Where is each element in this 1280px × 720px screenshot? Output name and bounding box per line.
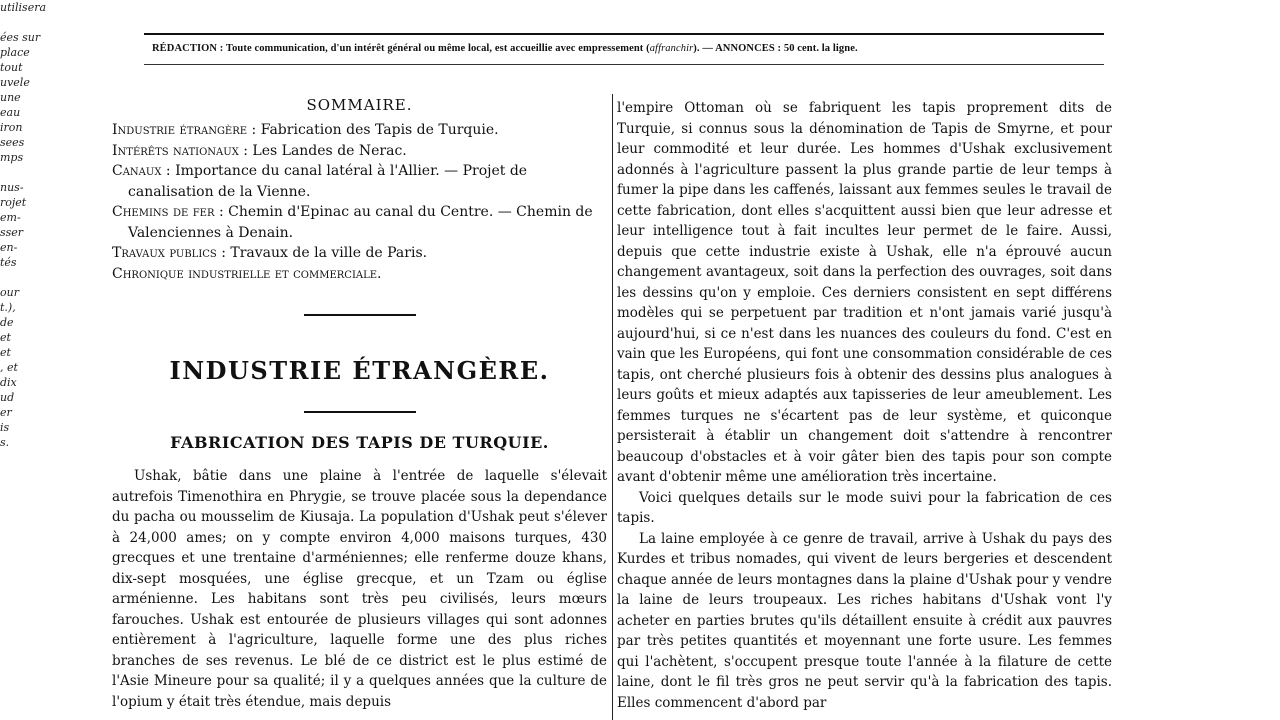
margin-fragment <box>0 450 40 465</box>
margin-fragment: dix <box>0 376 17 389</box>
margin-fragment: en- <box>0 241 18 254</box>
left-margin-fragments <box>0 0 47 720</box>
top-rule <box>144 33 1104 35</box>
margin-fragment: , et <box>0 361 18 374</box>
left-column <box>112 96 607 712</box>
margin-fragment: et <box>0 331 11 344</box>
masthead-lead: RÉDACTION : Toute communication, d'un intérêt général ou même local, est accueillie avec empressement ( <box>152 43 650 54</box>
sommaire-item <box>112 141 607 162</box>
sommaire-item <box>112 264 607 285</box>
margin-fragment: ud <box>0 391 15 404</box>
margin-fragment: er <box>0 406 12 419</box>
sommaire-item-label: Intérêts nationaux <box>112 142 239 159</box>
margin-fragment: rojet <box>0 196 27 209</box>
margin-fragment: utilisera <box>0 1 47 14</box>
margin-fragment: t.), <box>0 301 16 314</box>
separator-rule <box>304 314 416 316</box>
margin-fragment: nus- <box>0 181 24 194</box>
margin-fragment: s. <box>0 436 10 449</box>
article-title: FABRICATION DES TAPIS DE TURQUIE. <box>170 433 549 452</box>
margin-fragment: our <box>0 286 19 299</box>
sommaire-title: SOMMAIRE. <box>306 96 413 114</box>
margin-fragment <box>0 270 40 285</box>
sommaire-item-label: Travaux publics <box>112 245 217 261</box>
sommaire-item-text: : Fabrication des Tapis de Turquie. <box>247 122 499 138</box>
sommaire-item-text: : Importance du canal latéral à l'Allier. — Projet de canalisation de la Vienne. <box>128 163 528 200</box>
margin-fragment: sees <box>0 136 25 149</box>
margin-fragment: ées sur <box>0 31 41 44</box>
margin-fragment: mps <box>0 151 24 164</box>
separator-rule <box>304 411 416 413</box>
margin-fragment <box>0 165 40 180</box>
sommaire-item-text: : Les Landes de Nerac. <box>238 142 407 159</box>
section-title: INDUSTRIE ÉTRANGÈRE. <box>169 356 550 385</box>
sommaire-item-label: Industrie étrangère <box>112 122 248 138</box>
column-divider <box>612 94 613 720</box>
sommaire-item <box>112 161 607 202</box>
sommaire-item-label: Chronique industrielle et commerciale. <box>112 265 382 282</box>
sommaire-item <box>112 202 607 243</box>
paragraph: Ushak, bâtie dans une plaine à l'entrée de laquelle s'élevait autrefois Timenothira en Phrygie, se trouve placée sous la dependance du pacha ou mousselim de Kiusaja. La population d'Ushak peut s'élever à 24,000 ames; on y compte environ 4,000 maisons turques, 430 grecques et une trentaine d'arméniennes; elle renferme douze khans, dix-sept mosquées, une église grecque, et un Tzam ou église arménienne. Les habitans sont très peu civilisés, leurs mœurs farouches. Ushak est entourée de plusieurs villages qui sont adonnes entièrement à l'agriculture, laquelle forme une des plus riches branches de ses revenus. Le blé de ce district est le plus estimé de l'Asie Mineure pour sa qualité; il y a quelques années que la culture de l'opium y était très étendue, mais depuis <box>112 468 607 710</box>
margin-fragment: tout <box>0 61 23 74</box>
margin-fragment: une <box>0 91 21 104</box>
sommaire-list <box>112 120 607 284</box>
left-article-body <box>112 466 607 712</box>
masthead-line <box>152 43 1102 54</box>
paragraph: l'empire Ottoman où se fabriquent les tapis proprement dits de Turquie, si connus sous la dénomination de Tapis de Smyrne, et pour leur commodité et leur durée. Les hommes d'Ushak exclusivement adonnés à l'agriculture passent la plus grande partie de leur temps à fumer la pipe dans les caffenés, laissant aux femmes seules le travail de cette fabrication, dont elles s'acquittent aussi bien que leur adresse et leur intelligence tout à fait incultes leur permet de le faire. Aussi, depuis que cette industrie existe à Ushak, elle n'a éprouvé aucun changement avantageux, soit dans la perfection des ouvrages, soit dans les dessins qu'on y emploie. Ces derniers consistent en sept différens modèles qui se perpetuent par tradition et n'ont jamais varié jusqu'à aujourd'hui, si ce n'est dans les nuances des couleurs du fond. C'est en vain que les Européens, qui font une consommation considérable de ces tapis, ont cherché plusieurs fois à obtenir des dessins plus analogues à leurs goûts et mieux adaptés aux tapisseries de leur ameublement. Les femmes turques ne s'écartent pas de leur système, et quiconque persisterait à établir un changement doit s'attendre à rencontrer beaucoup d'obstacles et à voir gâter bien des tapis pour son compte avant d'obtenir même une amélioration très incertaine. <box>617 100 1112 485</box>
paragraph: Voici quelques details sur le mode suivi pour la fabrication de ces tapis. <box>617 489 1112 526</box>
sommaire-item <box>112 243 607 264</box>
sommaire-item-text: : Chemin d'Epinac au canal du Centre. — Chemin de Valenciennes à Denain. <box>128 204 593 241</box>
margin-fragment: iron <box>0 121 23 134</box>
margin-fragment: place <box>0 46 30 59</box>
masthead-tail: ). — ANNONCES : 50 cent. la ligne. <box>693 43 858 54</box>
margin-fragment: em- <box>0 211 21 224</box>
sommaire-item-label: Canaux <box>112 163 162 179</box>
sommaire-item <box>112 120 607 141</box>
margin-fragment: sser <box>0 226 24 239</box>
margin-fragment: uvele <box>0 76 30 89</box>
margin-fragment: de <box>0 316 14 329</box>
masthead-rule <box>144 64 1104 65</box>
margin-fragment: eau <box>0 106 21 119</box>
margin-fragment: et <box>0 346 11 359</box>
sommaire-item-text: : Travaux de la ville de Paris. <box>216 245 428 261</box>
paragraph: La laine employée à ce genre de travail, arrive à Ushak du pays des Kurdes et tribus nomades, qui vivent de leurs bergeries et descendent chaque année de leurs montagnes dans la plaine d'Ushak pour y vendre la laine de leurs troupeaux. Les riches habitans d'Ushak vont l'y acheter en parties brutes qu'ils détaillent ensuite à crédit aux pauvres par très petites quantités et moyennant une forte usure. Les femmes qui l'achètent, s'occupent presque toute l'année à la filature de cette laine, dont le fil très gros ne peut servir qu'à la fabrication des tapis. Elles commencent d'abord par <box>617 530 1112 711</box>
sommaire-item-label: Chemins de fer <box>112 204 215 220</box>
right-column <box>617 98 1112 713</box>
right-article-body <box>617 98 1112 713</box>
margin-fragment: is <box>0 421 10 434</box>
margin-fragment: tés <box>0 256 17 269</box>
masthead-italic: affranchir <box>649 43 694 54</box>
margin-fragment <box>0 15 40 30</box>
